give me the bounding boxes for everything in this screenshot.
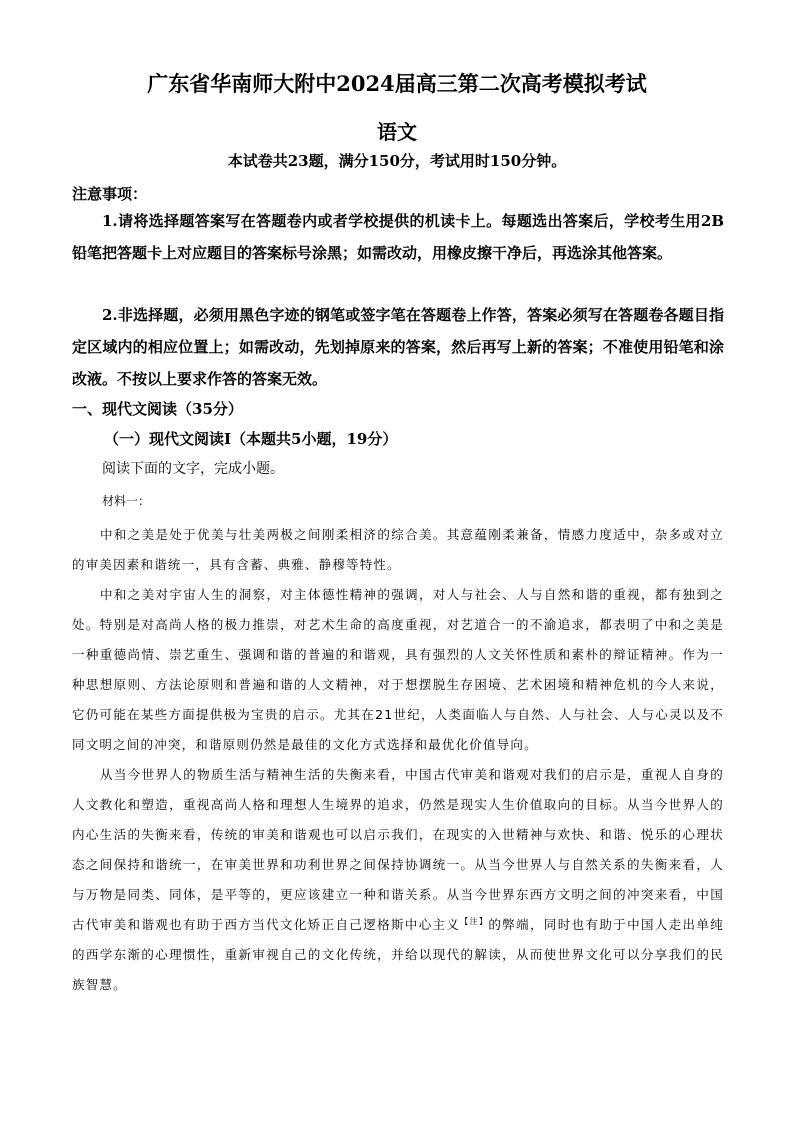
exam-title: 广东省华南师大附中2024届高三第二次高考模拟考试 bbox=[147, 71, 647, 96]
subsection-heading: （一）现代文阅读Ⅰ（本题共5小题，19分） bbox=[104, 430, 398, 448]
exam-info: 本试卷共23题，满分150分，考试用时150分钟。 bbox=[227, 152, 567, 170]
reading-instruction: 阅读下面的文字，完成小题。 bbox=[102, 461, 284, 477]
subject-heading: 语文 bbox=[377, 120, 417, 144]
paragraph-3-text-b: 的弊端，同时也有助于中国人走出单纯的西学东渐的心理惯性，重新审视自己的文化传统，并给以现代的解读，从而使世界文化可以分享我们的民族智慧。 bbox=[72, 917, 724, 992]
notice-heading: 注意事项： bbox=[72, 185, 148, 203]
passage-paragraph-3 bbox=[72, 760, 724, 1000]
section-heading: 一、现代文阅读（35分） bbox=[72, 400, 243, 418]
footnote-marker: 【注】 bbox=[460, 916, 489, 926]
notice-item-1: 1.请将选择题答案写在答题卷内或者学校提供的机读卡上。每题选出答案后，学校考生用2B铅笔把答题卡上对应题目的答案标号涂黑；如需改动，用橡皮擦干净后，再选涂其他答案。 bbox=[72, 212, 724, 262]
passage-paragraph-1: 中和之美是处于优美与壮美两极之间刚柔相济的综合美。其意蕴刚柔兼备，情感力度适中，杂多或对立的审美因素和谐统一，具有含蓄、典雅、静穆等特性。 bbox=[72, 527, 724, 572]
material-label: 材料一： bbox=[102, 494, 151, 508]
passage-paragraph-2: 中和之美对宇宙人生的洞察，对主体德性精神的强调，对人与社会、人与自然和谐的重视，都有独到之处。特别是对高尚人格的极力推崇，对艺术生命的高度重视，对艺道合一的不渝追求，都表明了中和之美是一种重德尚情、崇艺重生、强调和谐的普遍的和谐观，具有强烈的人文关怀性质和素朴的辩证精神。作为一种思想原则、方法论原则和普遍和谐的人文精神，对于想摆脱生存困境、艺术困境和精神危机的今人来说，它仍可能在某些方面提供极为宝贵的启示。尤其在21世纪，人类面临人与自然、人与社会、人与心灵以及不同文明之间的冲突，和谐原则仍然是最佳的文化方式选择和最优化价值导向。 bbox=[72, 587, 724, 752]
paragraph-3-text-a: 从当今世界人的物质生活与精神生活的失衡来看，中国古代审美和谐观对我们的启示是，重视人自身的人文教化和塑造，重视高尚人格和理想人生境界的追求，仍然是现实人生价值取向的目标。从当今世界人的内心生活的失衡来看，传统的审美和谐观也可以启示我们，在现实的入世精神与欢快、和谐、悦乐的心理状态之间保持和谐统一，在审美世界和功利世界之间保持协调统一。从当今世界人与自然关系的失衡来看，人与万物是同类、同体，是平等的，更应该建立一种和谐关系。从当今世界东西方文明之间的冲突来看，中国古代审美和谐观也有助于西方当代文化矫正自己逻格斯中心主义 bbox=[72, 767, 724, 932]
notice-item-2: 2.非选择题，必须用黑色字迹的钢笔或签字笔在答题卷上作答，答案必须写在答题卷各题目指定区域内的相应位置上；如需改动，先划掉原来的答案，然后再写上新的答案；不准使用铅笔和涂改液。不按以上要求作答的答案无效。 bbox=[72, 306, 724, 388]
